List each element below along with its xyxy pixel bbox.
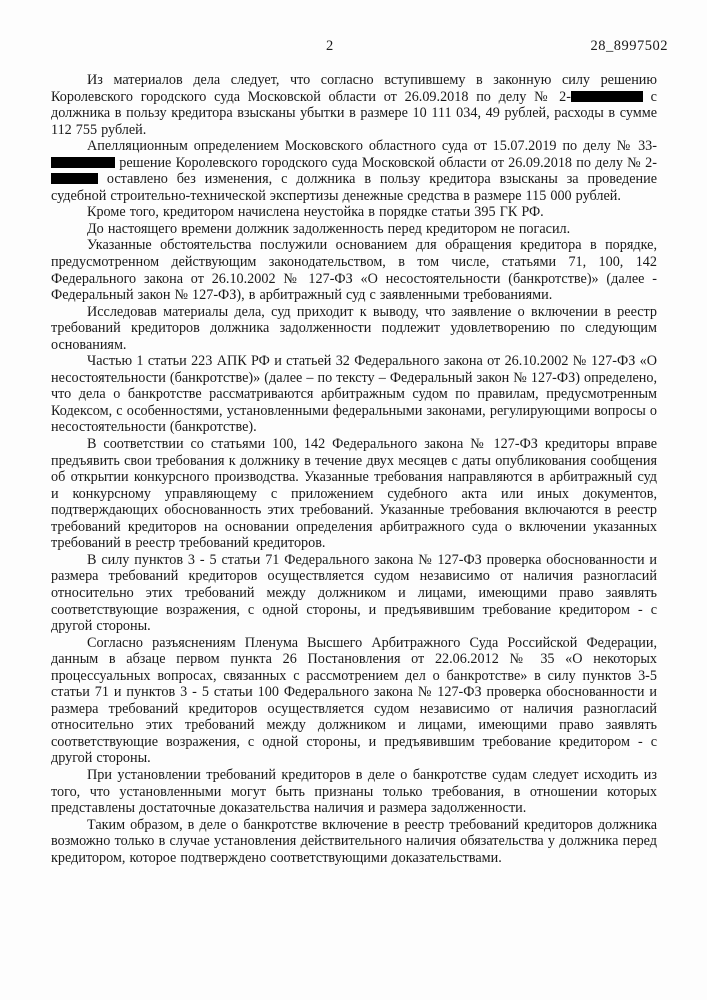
paragraph: В соответствии со статьями 100, 142 Федерального закона № 127-ФЗ кредиторы вправе предъявить свои требования к должнику в течение двух месяцев с даты опубликования сообщения об открытии конкурсного производства. Указанные требования направляются в арбитражный суд и конкурсному управляющему с приложением судебного акта или иных документов, подтверждающих обоснованность этих требований. Указанные требования включаются в реестр требований кредиторов на основании определения арбитражного суда о включении указанных требований в реестр требований кредиторов.	[51, 436, 657, 552]
page-number: 2	[326, 38, 334, 54]
paragraph: До настоящего времени должник задолженность перед кредитором не погасил.	[87, 220, 571, 237]
redaction-bar	[51, 157, 115, 168]
case-file-stamp: 28_8997502	[590, 38, 668, 54]
paragraph: Апелляционным определением Московского областного суда от 15.07.2019 по делу № 33- решение Королевского городского суда Московской области от 26.09.2018 по делу № 2- оставлено без изменения, с должника в пользу кредитора взысканы за проведение судебной строительно-технической экспертизы денежные средства в размере 115 000 рублей.	[51, 138, 657, 204]
page-header	[0, 38, 707, 56]
paragraph: В силу пунктов 3 - 5 статьи 71 Федерального закона № 127-ФЗ проверка обоснованности и размера требований кредиторов осуществляется судом независимо от наличия разногласий относительно этих требований между должником и лицами, имеющими право заявлять соответствующие возражения, с одной стороны, и предъявившим требование кредитором - с другой стороны.	[51, 551, 657, 635]
document-body	[51, 72, 657, 866]
redaction-bar	[571, 91, 643, 102]
paragraph: Частью 1 статьи 223 АПК РФ и статьей 32 Федерального закона от 26.10.2002 № 127-ФЗ «О несостоятельности (банкротстве)» (далее – по тексту – Федеральный закон № 127-ФЗ) определено, что дела о банкротстве рассматриваются арбитражным судом по правилам, предусмотренным Кодексом, с особенностями, установленными федеральными законами, регулирующими вопросы о несостоятельности (банкротстве).	[51, 353, 657, 436]
paragraph: Исследовав материалы дела, суд приходит к выводу, что заявление о включении в реестр требований кредиторов должника задолженности подлежит удовлетворению по следующим основаниям.	[51, 303, 657, 353]
paragraph: Кроме того, кредитором начислена неустойка в порядке статьи 395 ГК РФ.	[87, 204, 544, 221]
paragraph: Из материалов дела следует, что согласно вступившему в законную силу решению Королевского городского суда Московской области от 26.09.2018 по делу № 2- с должника в пользу кредитора взысканы убытки в размере 10 111 034, 49 рублей, расходы в сумме 112 755 рублей.	[51, 72, 657, 138]
paragraph: При установлении требований кредиторов в деле о банкротстве судам следует исходить из того, что установленными могут быть признаны только требования, в отношении которых представлены достаточные доказательства наличия и размера задолженности.	[51, 766, 657, 817]
paragraph: Согласно разъяснениям Пленума Высшего Арбитражного Суда Российской Федерации, данным в абзаце первом пункта 26 Постановления от 22.06.2012 № 35 «О некоторых процессуальных вопросах, связанных с рассмотрением дел о банкротстве» в силу пунктов 3-5 статьи 71 и пунктов 3 - 5 статьи 100 Федерального закона № 127-ФЗ проверка обоснованности и размера требований кредиторов осуществляется судом независимо от наличия разногласий относительно этих требований между должником и лицами, имеющими право заявлять соответствующие возражения, с одной стороны, и предъявившим требование кредитором - с другой стороны.	[51, 634, 657, 767]
redaction-bar	[51, 173, 98, 184]
paragraph: Указанные обстоятельства послужили основанием для обращения кредитора в порядке, предусмотренном действующим законодательством, в том числе, статьями 71, 100, 142 Федерального закона от 26.10.2002 № 127-ФЗ «О несостоятельности (банкротстве)» (далее - Федеральный закон № 127-ФЗ), в арбитражный суд с заявленными требованиями.	[51, 237, 657, 304]
paragraph: Таким образом, в деле о банкротстве включение в реестр требований кредиторов должника возможно только в случае установления действительного наличия обязательства у должника перед кредитором, которое подтверждено соответствующими доказательствами.	[51, 816, 657, 866]
